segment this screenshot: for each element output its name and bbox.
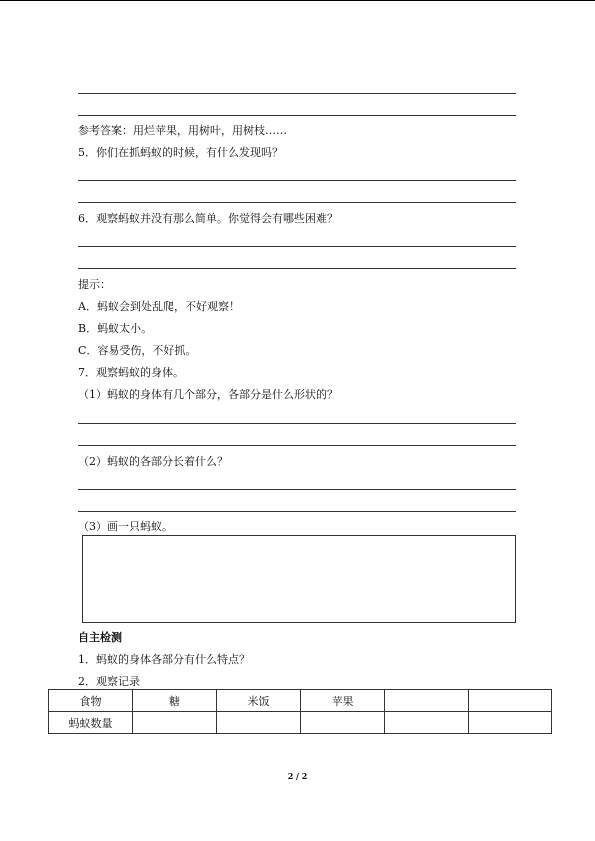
answer-line <box>78 180 516 181</box>
self-check-question-2: 2．观察记录 <box>78 675 140 688</box>
answer-line <box>78 268 516 269</box>
table-header-cell: 苹果 <box>301 690 385 712</box>
self-check-question-1: 1．蚂蚁的身体各部分有什么特点？ <box>78 653 250 666</box>
question-7-sub1: （1）蚂蚁的身体有几个部分，各部分是什么形状的？ <box>78 388 338 401</box>
drawing-box[interactable] <box>82 535 516 623</box>
table-cell[interactable] <box>133 712 217 734</box>
answer-line <box>78 423 516 424</box>
question-7-sub2: （2）蚂蚁的各部分长着什么？ <box>78 455 228 468</box>
answer-line <box>78 511 516 512</box>
question-6: 6．观察蚂蚁并没有那么简单。你觉得会有哪些困难？ <box>78 212 338 225</box>
table-cell[interactable] <box>301 712 385 734</box>
answer-line <box>78 489 516 490</box>
answer-line <box>78 246 516 247</box>
answer-line <box>78 93 516 94</box>
question-7-title: 7．观察蚂蚁的身体。 <box>78 366 184 379</box>
page-top-border <box>0 0 595 1</box>
table-header-cell[interactable] <box>385 690 469 712</box>
hint-item-b: B．蚂蚁太小。 <box>78 322 153 335</box>
observation-table <box>48 689 552 734</box>
question-5: 5．你们在抓蚂蚁的时候，有什么发现吗？ <box>78 146 283 159</box>
table-header-cell: 食物 <box>49 690 133 712</box>
table-cell[interactable] <box>217 712 301 734</box>
reference-answer: 参考答案：用烂苹果，用树叶，用树枝…… <box>78 124 287 137</box>
hint-item-a: A．蚂蚁会到处乱爬，不好观察！ <box>78 300 240 313</box>
answer-line <box>78 445 516 446</box>
page-number: 2 / 2 <box>287 771 308 781</box>
table-header-cell[interactable] <box>469 690 552 712</box>
hint-item-c: C．容易受伤，不好抓。 <box>78 344 197 357</box>
answer-line <box>78 202 516 203</box>
question-7-sub3: （3）画一只蚂蚁。 <box>78 520 173 533</box>
answer-line <box>78 115 516 116</box>
table-header-row <box>49 690 552 712</box>
table-cell[interactable] <box>385 712 469 734</box>
table-cell[interactable] <box>469 712 552 734</box>
hint-label: 提示： <box>78 278 111 291</box>
table-header-cell: 糖 <box>133 690 217 712</box>
self-check-heading: 自主检测 <box>78 631 122 644</box>
table-row <box>49 712 552 734</box>
table-row-label: 蚂蚁数量 <box>49 712 133 734</box>
table-header-cell: 米饭 <box>217 690 301 712</box>
